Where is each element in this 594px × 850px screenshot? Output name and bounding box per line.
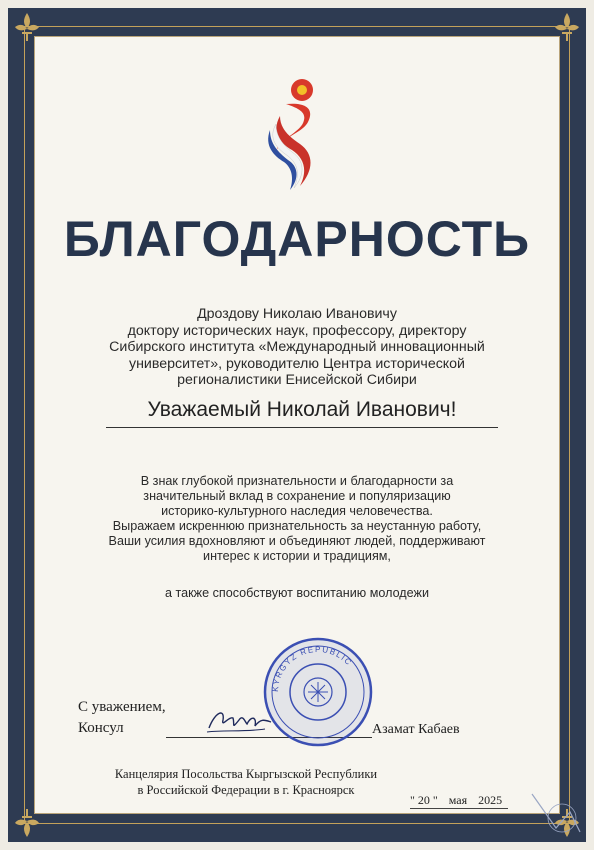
official-seal <box>262 636 374 748</box>
body-text <box>60 474 534 564</box>
date-underline <box>410 808 508 809</box>
recipient-line: доктору исторических наук, профессору, директору <box>127 322 467 339</box>
consul-title: Консул <box>78 720 124 736</box>
date-year: 2025 <box>478 793 503 807</box>
body-line: интерес к истории и традициям, <box>203 549 391 563</box>
greeting: Уважаемый Николай Иванович! <box>106 398 498 428</box>
fleur-de-lis-icon <box>10 10 44 44</box>
corner-stamp-mark <box>522 784 586 844</box>
recipient-line: Сибирского института «Международный инновационный <box>109 339 485 355</box>
fleur-de-lis-icon <box>10 806 44 840</box>
body-line: историко-культурного наследия человечества. <box>161 504 433 518</box>
body-line: значительный вклад в сохранение и популяризацию <box>143 489 451 503</box>
certificate-title: БЛАГОДАРНОСТЬ <box>63 211 531 267</box>
body-line: Ваши усилия вдохновляют и объединяют людей, поддерживают <box>108 534 486 548</box>
recipient-line: Дроздову Николаю Ивановичу <box>197 306 397 322</box>
consul-name: Азамат Кабаев <box>372 722 460 737</box>
embassy-block <box>106 766 386 798</box>
body-line: Выражаем искреннюю признательность за неустанную работу, <box>112 519 482 533</box>
flag-ribbon-logo <box>256 76 332 194</box>
recipient-line: регионалистики Енисейской Сибири <box>177 372 417 388</box>
seal-text: KYRGYZ REPUBLIC <box>270 644 354 693</box>
closing-line: а также способствуют воспитанию молодежи <box>165 586 429 600</box>
fleur-de-lis-icon <box>550 10 584 44</box>
date <box>410 793 510 808</box>
recipient-line: университет», руководителю Центра исторической <box>129 355 465 372</box>
respect-text: С уважением, <box>78 699 166 715</box>
embassy-line: в Российской Федерации в г. Красноярск <box>137 783 355 797</box>
embassy-line: Канцелярия Посольства Кыргызской Республики <box>114 767 378 781</box>
recipient-block <box>60 306 534 389</box>
date-month: мая <box>448 793 468 807</box>
body-line: В знак глубокой признательности и благодарности за <box>140 474 454 488</box>
date-day: " 20 " <box>410 793 438 807</box>
